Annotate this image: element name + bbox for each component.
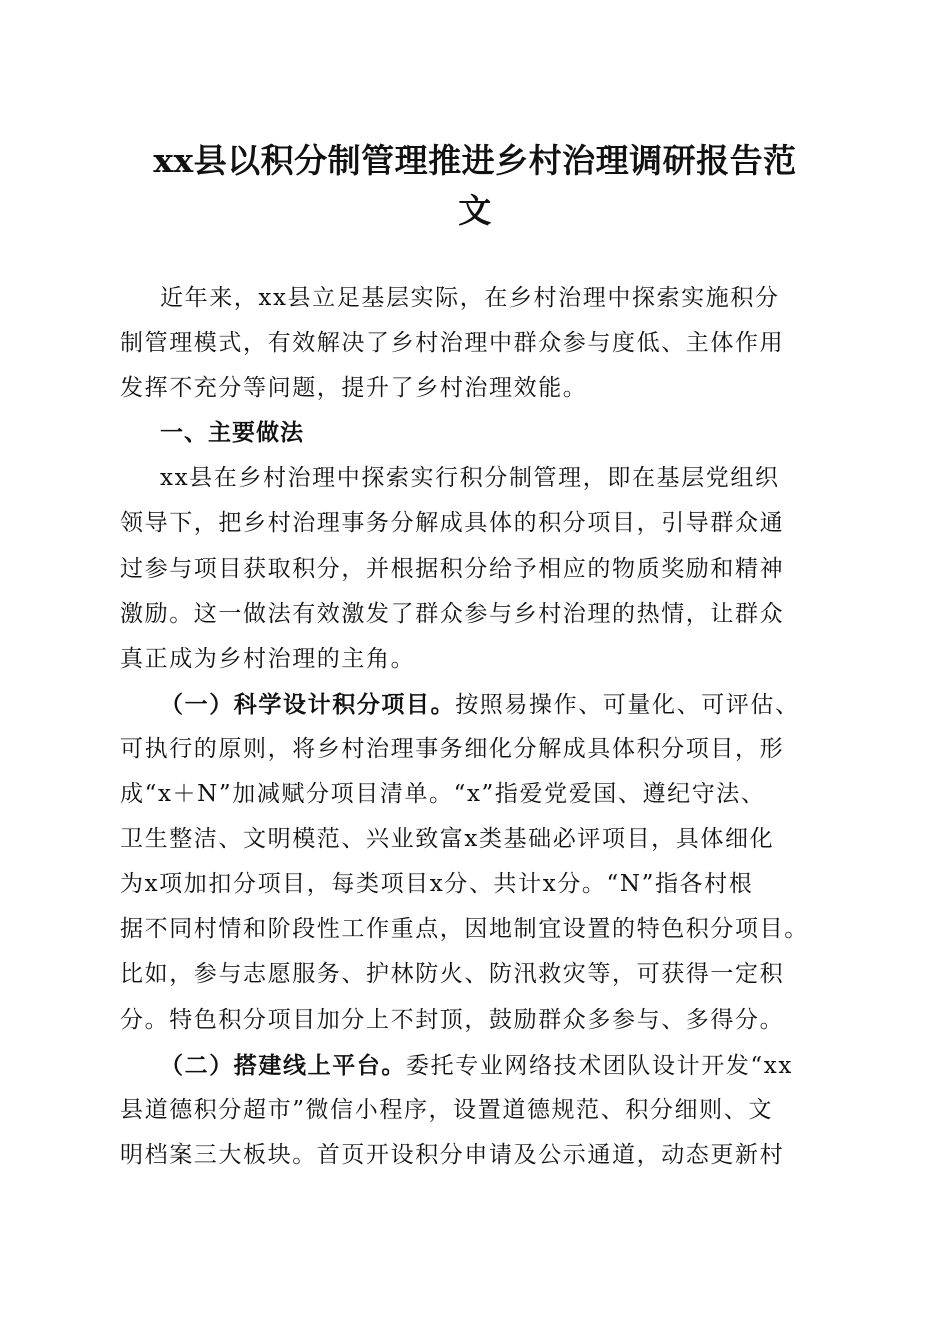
item-1-text: 按照易操作、可量化、可评估、: [455, 691, 800, 718]
text-line: xx县在乡村治理中探索实行积分制管理，即在基层党组织: [160, 465, 780, 492]
intro-paragraph: [120, 276, 835, 411]
section-heading: 一、主要做法: [160, 420, 304, 447]
text-line: 比如，参与志愿服务、护林防火、防汛救灾等，可获得一定积: [120, 961, 785, 988]
text-line: 发挥不充分等问题，提升了乡村治理效能。: [120, 375, 588, 402]
text-line: 激励。这一做法有效激发了群众参与乡村治理的热情，让群众: [120, 600, 785, 627]
text-line: 分。特色积分项目加分上不封顶，鼓励群众多参与、多得分。: [120, 1006, 785, 1033]
text-line: 真正成为乡村治理的主角。: [120, 645, 416, 672]
section-1-paragraph: [120, 456, 835, 681]
text-line: 制管理模式，有效解决了乡村治理中群众参与度低、主体作用: [120, 330, 785, 357]
text-line: 成“x＋N”加减赋分项目清单。“x”指爱党爱国、遵纪守法、: [120, 781, 766, 808]
text-line: 为x项加扣分项目，每类项目x分、共计x分。“N”指各村根: [120, 871, 754, 898]
item-2-lead: （二）搭建线上平台。: [160, 1051, 406, 1079]
text-line: 卫生整洁、文明模范、兴业致富x类基础必评项目，具体细化: [120, 826, 775, 853]
text-line: 明档案三大板块。首页开设积分申请及公示通道，动态更新村: [120, 1141, 785, 1168]
item-2-paragraph: [120, 1043, 835, 1178]
text-line: 近年来，xx县立足基层实际，在乡村治理中探索实施积分: [160, 285, 780, 311]
item-1-lead: （一）科学设计积分项目。: [160, 690, 456, 718]
text-line: 过参与项目获取积分，并根据积分给予相应的物质奖励和精神: [120, 555, 785, 582]
text-line: 领导下，把乡村治理事务分解成具体的积分项目，引导群众通: [120, 510, 785, 537]
title-line-2: 文: [458, 191, 492, 230]
text-line: [120, 1043, 835, 1088]
item-1-paragraph: [120, 682, 835, 1043]
title-line-1: xx县以积分制管理推进乡村治理调研报告范: [153, 141, 797, 180]
text-line: [120, 682, 835, 727]
text-line: 可执行的原则，将乡村治理事务细化分解成具体积分项目，形: [120, 735, 785, 762]
document-title: [100, 136, 850, 236]
text-line: 县道德积分超市”微信小程序，设置道德规范、积分细则、文: [120, 1096, 773, 1123]
document-body: [120, 276, 835, 1178]
text-line: 据不同村情和阶段性工作重点，因地制宜设置的特色积分项目。: [120, 916, 809, 943]
item-2-text: 委托专业网络技术团队设计开发“xx: [406, 1052, 793, 1079]
